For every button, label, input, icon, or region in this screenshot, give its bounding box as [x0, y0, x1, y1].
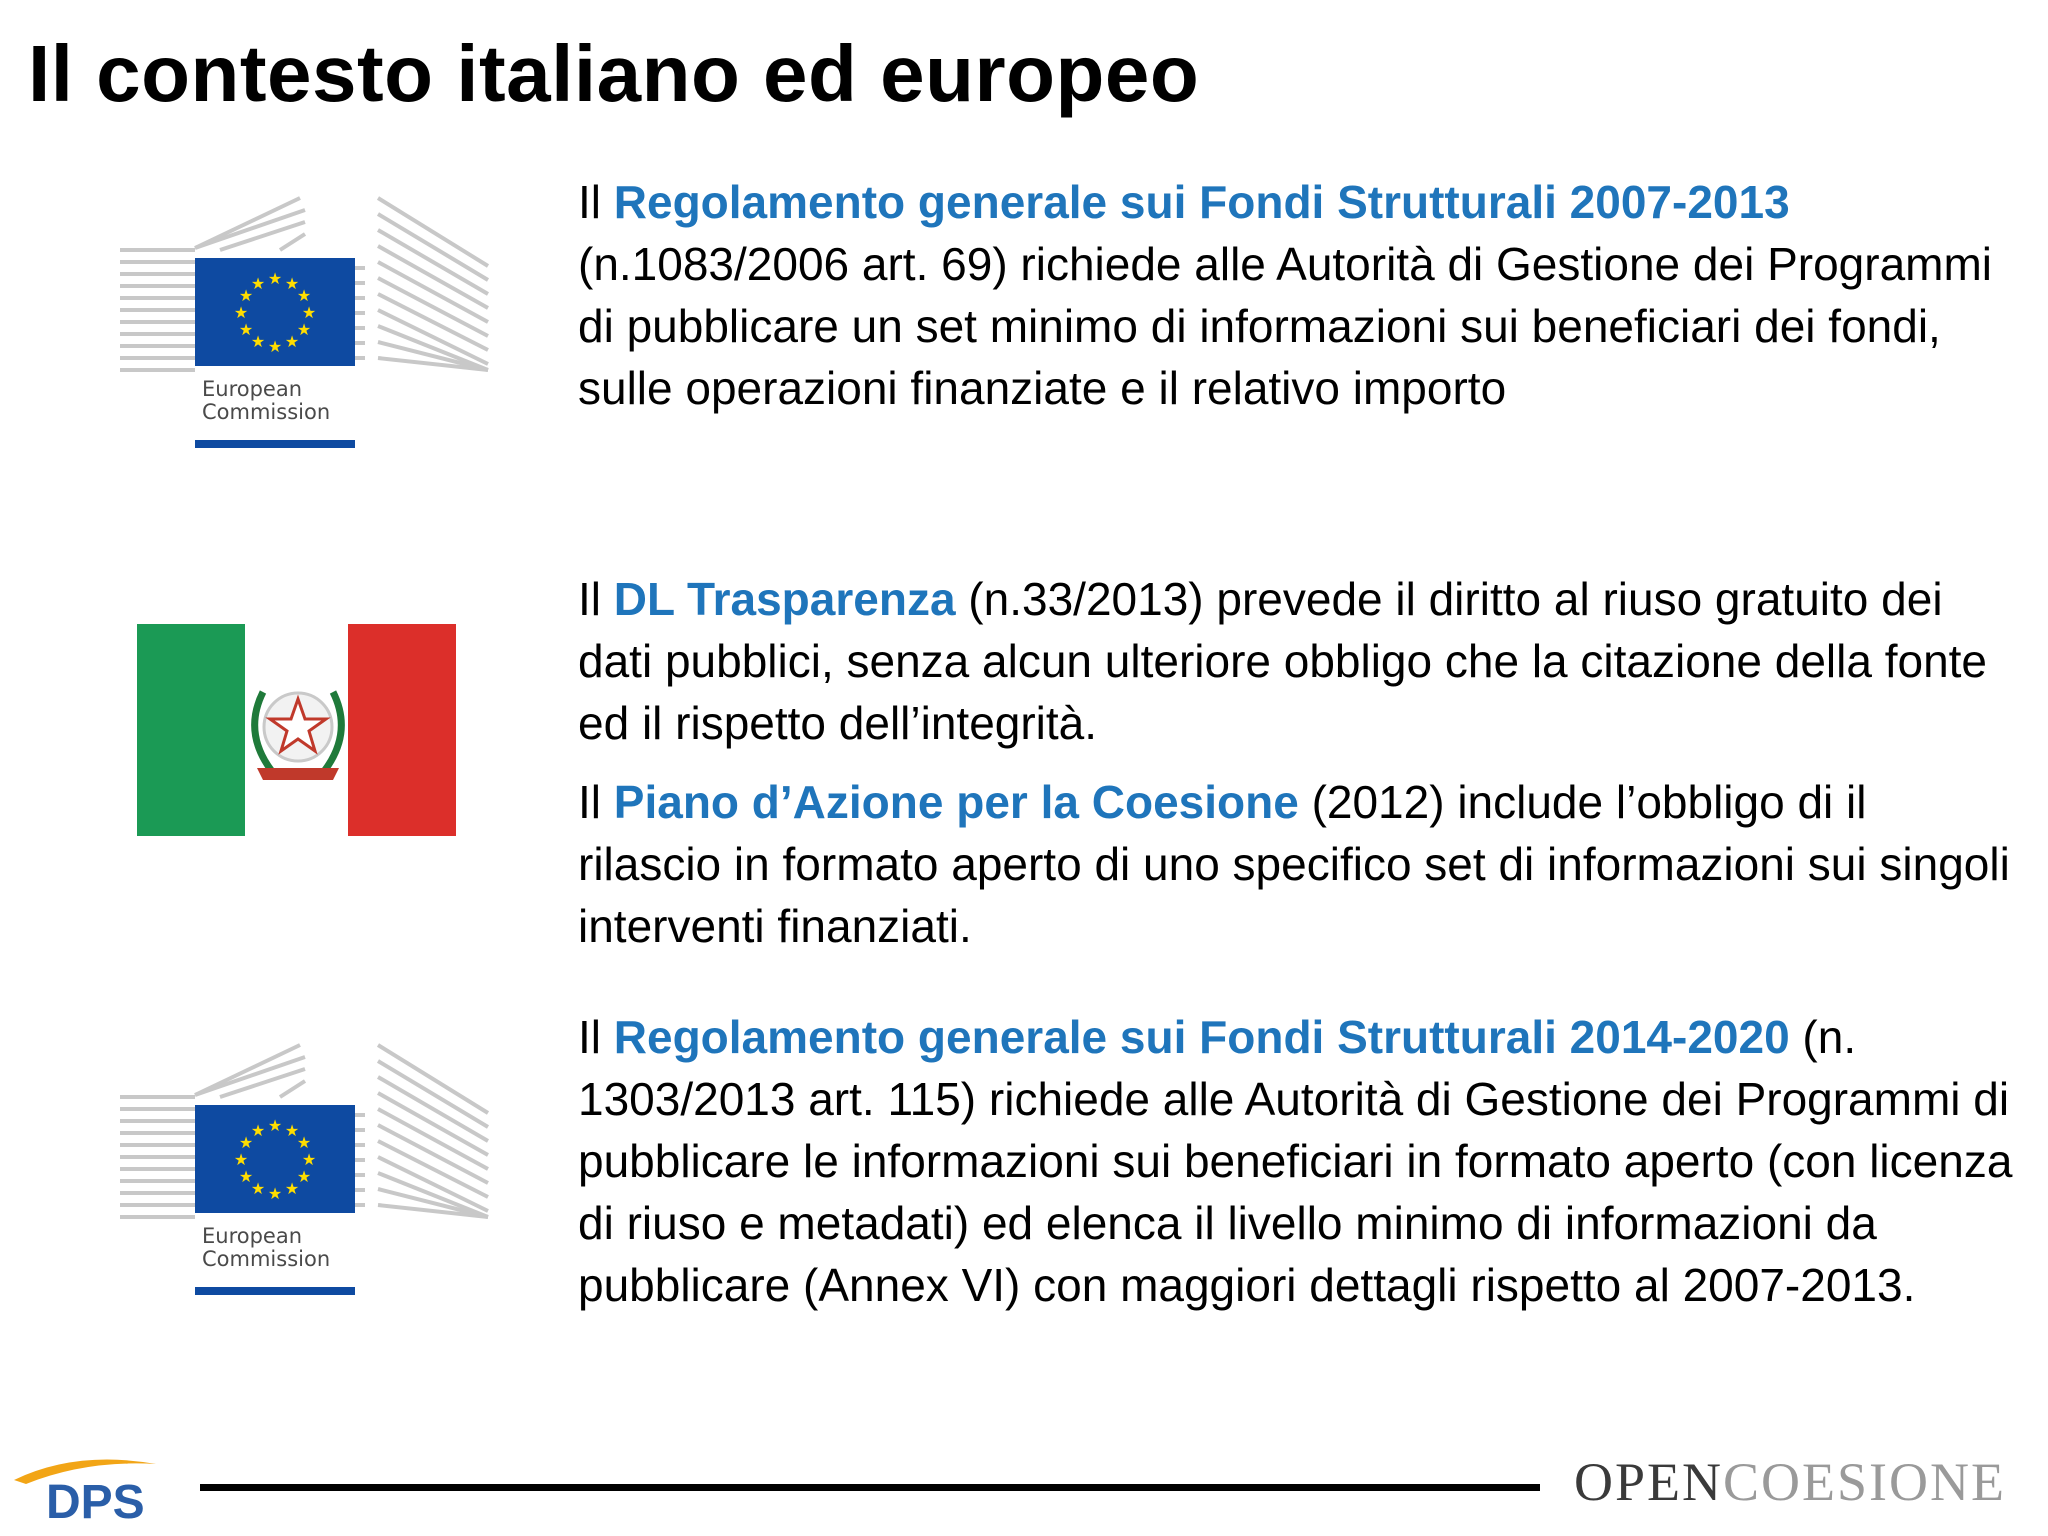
svg-text:★: ★: [267, 1184, 283, 1203]
eu-stars-icon: [195, 1105, 355, 1213]
ec-name: European Commission: [202, 377, 331, 424]
lead-text: Il: [578, 176, 614, 228]
flag-green-band: [137, 624, 245, 836]
dps-swoosh-icon: [6, 1444, 196, 1524]
svg-text:★: ★: [284, 1179, 300, 1198]
body-text: (n.1083/2006 art. 69) richiede alle Autorità di Gestione dei Programmi di pubblicare un set minimo di informazioni sui beneficiari dei fondi, sulle operazioni finanziate e il relativo importo: [578, 238, 1993, 414]
highlight-piano-azione: Piano d’Azione per la Coesione: [613, 776, 1299, 828]
body-text: (2012) include l’obbligo di il rilascio in formato aperto di uno specifico set di informazioni sui singoli interventi finanziati.: [578, 776, 2010, 952]
svg-text:★: ★: [296, 286, 312, 305]
paragraph-piano-azione: [578, 771, 2018, 957]
svg-text:★: ★: [284, 274, 300, 293]
dps-logo: [6, 1444, 196, 1524]
highlight-dl-trasparenza: DL Trasparenza: [613, 573, 956, 625]
svg-text:★: ★: [238, 1167, 254, 1186]
ec-underline: [195, 440, 355, 448]
ec-name: European Commission: [202, 1224, 331, 1271]
european-commission-logo-1: [120, 188, 500, 458]
svg-text:★: ★: [250, 332, 266, 351]
svg-text:★: ★: [250, 1121, 266, 1140]
svg-text:★: ★: [296, 1133, 312, 1152]
italian-flag: [137, 624, 456, 836]
body-text: (n. 1303/2013 art. 115) richiede alle Autorità di Gestione dei Programmi di pubblicare le informazioni sui beneficiari in formato aperto (con licenza di riuso e metadati) ed elenca il livello minimo di informazioni da pubblicare (Annex VI) con maggiori dettagli rispetto al 2007-2013.: [578, 1011, 2013, 1311]
italian-emblem-icon: [243, 672, 353, 786]
highlight-reg-2014-2020: Regolamento generale sui Fondi Strutturali 2014-2020: [613, 1011, 1790, 1063]
opencoesione-logo: [1574, 1452, 2006, 1512]
svg-text:★: ★: [238, 320, 254, 339]
svg-text:★: ★: [284, 332, 300, 351]
lead-text: Il: [578, 1011, 614, 1063]
svg-text:★: ★: [284, 1121, 300, 1140]
svg-text:★: ★: [296, 320, 312, 339]
svg-text:★: ★: [238, 286, 254, 305]
svg-text:★: ★: [238, 1133, 254, 1152]
svg-text:★: ★: [250, 274, 266, 293]
svg-text:★: ★: [301, 1150, 317, 1169]
svg-text:★: ★: [267, 337, 283, 356]
svg-text:★: ★: [301, 303, 317, 322]
ec-underline: [195, 1287, 355, 1295]
slide-title: Il contesto italiano ed europeo: [28, 29, 1200, 118]
svg-text:★: ★: [233, 1150, 249, 1169]
lead-text: Il: [578, 573, 614, 625]
svg-text:★: ★: [267, 269, 283, 288]
oc-coesione-text: COESIONE: [1723, 1452, 2007, 1512]
paragraph-dl-trasparenza: [578, 568, 2018, 754]
svg-text:★: ★: [296, 1167, 312, 1186]
paragraph-reg-2007-2013: [578, 171, 2018, 419]
european-commission-logo-2: [120, 1035, 500, 1305]
paragraph-reg-2014-2020: [578, 1006, 2018, 1316]
lead-text: Il: [578, 776, 614, 828]
eu-flag: [195, 1105, 355, 1213]
svg-text:★: ★: [233, 303, 249, 322]
body-text: (n.33/2013) prevede il diritto al riuso gratuito dei dati pubblici, senza alcun ulteriore obbligo che la citazione della fonte ed il rispetto dell’integrità.: [578, 573, 1988, 749]
svg-text:★: ★: [267, 1116, 283, 1135]
oc-open-text: OPEN: [1574, 1452, 1724, 1512]
eu-stars-icon: [195, 258, 355, 366]
dps-text: DPS: [46, 1476, 145, 1524]
eu-flag: [195, 258, 355, 366]
footer-rule: [200, 1484, 1540, 1491]
svg-text:★: ★: [250, 1179, 266, 1198]
highlight-reg-2007-2013: Regolamento generale sui Fondi Strutturali 2007-2013: [613, 176, 1790, 228]
flag-red-band: [348, 624, 456, 836]
